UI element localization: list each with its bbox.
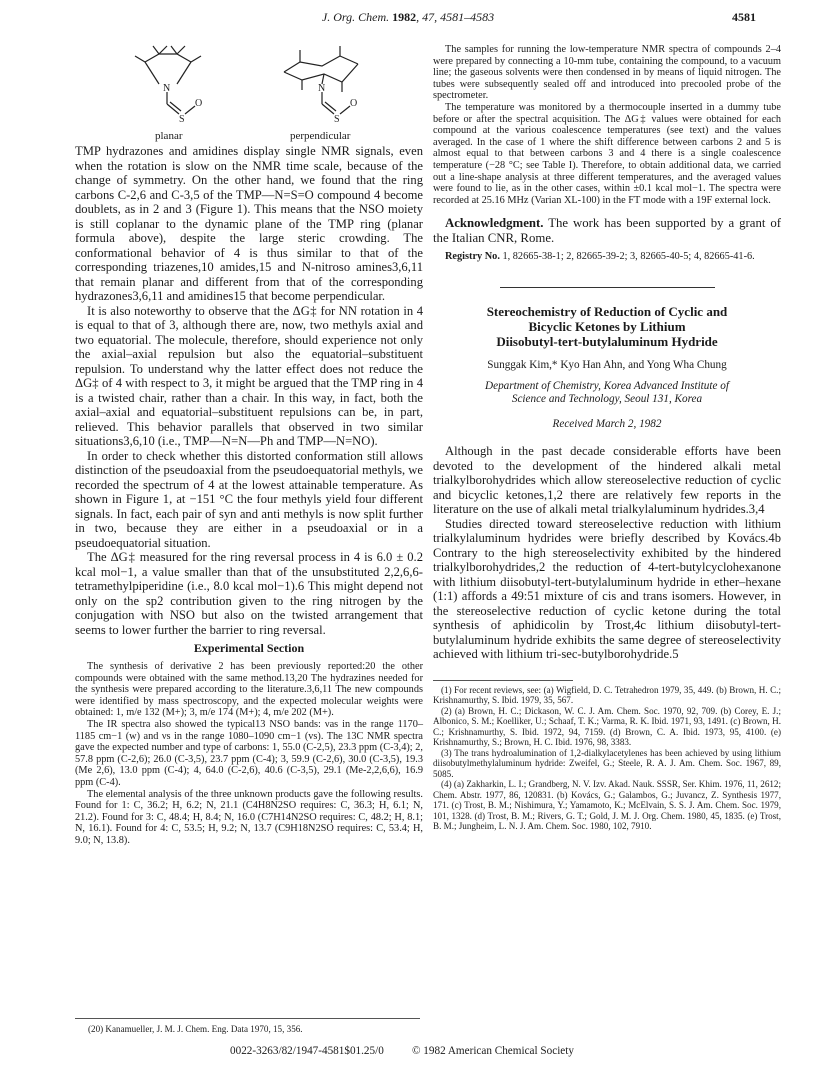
footnote-rule — [433, 680, 573, 681]
footnote-4: (4) (a) Zakharkin, L. I.; Grandberg, N. V. Izv. Akad. Nauk. SSSR, Ser. Khim. 1976, 11, 2612; Chem. Abstr. 1977, 86, 120831. (b) Kovács, G.; Galambos, G.; Juvancz, Z. Synthesis 1977, 171. (c) Trost, B. M.; Nishimura, Y.; Yamamoto, K.; McElvain, S. S. J. Am. Chem. Soc. 1979, 101, 1328. (d) Trost, B. M.; Rivers, G. T.; Gold, J. M. J. Org. Chem. 1980, 45, 1835. (e) Trost, B. M.; Jungheim, L. N. J. Am. Chem. Soc. 1980, 102, 7910. — [433, 779, 781, 832]
footnote-3: (3) The trans hydroalumination of 1,2-dialkylacetylenes has been achieved by using lithium diisobutylmethylaluminum hydride: Zweifel, G.; Steele, R. A. J. Am. Chem. Soc. 1967, 89, 5085. — [433, 747, 781, 779]
caption-perpendicular: perpendicular — [290, 130, 351, 142]
atom-o-label: O — [195, 98, 203, 109]
registry-numbers: Registry No. 1, 82665-38-1; 2, 82665-39-2; 3, 82665-40-5; 4, 82665-41-6. — [445, 251, 755, 263]
paragraph: TMP hydrazones and amidines display single NMR signals, even when the rotation is slow on the NMR time scale, because of the change of symmetry. On the other hand, we found that the ring carbons C-2,6 and C-3,5 of the TMP—N=S=O compound 4 become doublets, as in 2 and 3 (Figure 1). This means that the NSO moiety is still coplanar to the dynamic plane of the TMP ring (planar formula above), despite the large steric crowding. The conformational behavior of 4 is thus similar to that of the corresponding triazenes,10 amides,15 and N-nitroso amines3,6,11 that remain planar and different from that of the corresponding hydrazones3,6,11 and amidines15 that become perpendicular. — [75, 144, 423, 303]
paragraph: Studies directed toward stereoselective reduction with lithium trialkylaluminum hydrides were briefly described by Kovács.4b Contrary to the high stereoselectivity exhibited by the hindered trialkylborohydrides,2 the reduction of 4-tert-butylcyclohexanone with lithium diisobutyl-tert-butylaluminum hydride in ether–hexane (1:1) affords a 49:51 mixture of cis and trans isomers. However, in the stereoselective reduction of cyclic ketone during the total synthesis of aphidicolin by Trost,4c lithium diisobutyl-tert-butylaluminum hydride exhibits the same degree of stereoselectivity achieved with lithium tri-sec-butylborohydride.5 — [433, 516, 781, 662]
footnote-1: (1) For recent reviews, see: (a) Wigfield, D. C. Tetrahedron 1979, 35, 449. (b) Brown, H. C.; Krishnamurthy, S. Ibid. 1979, 35, 567. — [433, 684, 781, 706]
journal-citation: J. Org. Chem. 1982, 47, 4581–4583 — [321, 10, 495, 24]
authors: Sunggak Kim,* Kyo Han Ahn, and Yong Wha Chung — [487, 359, 727, 372]
page-number: 4581 — [732, 10, 756, 24]
footnotes — [433, 685, 781, 832]
paragraph: The samples for running the low-temperature NMR spectra of compounds 2–4 were prepared by connecting a 10-mm tube, containing the compound, to a vacuum line; the gaseous solvents were then condensed in by means of liquid nitrogen. The tubes were subsequently sealed off and introduced into precooled probe of the spectrometer. — [433, 44, 781, 102]
planar-structure — [115, 44, 235, 128]
footnote-2: (2) (a) Brown, H. C.; Dickason, W. C. J. Am. Chem. Soc. 1970, 92, 709. (b) Corey, E. J.; Albonico, S. M.; Koelliker, U.; Schaaf, T. K.; Varma, R. K. Ibid. 1971, 93, 1491. (c) Brown, H. C.; Krishnamurthy, S. Ibid. 1972, 94, 7159. (d) Brown, C. A. Ibid. 1973, 95, 4100. (e) Krishnamurthy, S.; Brown, H. C. Ibid. 1976, 98, 3383. — [433, 705, 781, 748]
paragraph: The IR spectra also showed the typical13 NSO bands: νas in the range 1170–1185 cm−1 (w) and νs in the range 1080–1090 cm−1 (vs). The 13C NMR spectra gave the expected number and type of carbons: 1, 55.0 (C-2,5), 23.3 ppm (C-3,4); 2, 57.8 ppm (C-2,6); 26.0 (C-3,5), 23.7 ppm (C-4); 3, 59.9 (C-2,6), 30.0 (C-3,5), 19.3 (Me 2,6), 13.0 ppm (C-4); 4, 64.0 (C-2,6), 40.6 (C-3,5), 29.1 (Me-2,2,6,6), 16.9 ppm (C-4). — [75, 718, 423, 788]
copyright: © 1982 American Chemical Society — [412, 1045, 574, 1057]
section-heading-experimental: Experimental Section — [193, 641, 305, 655]
atom-n-label: N — [318, 83, 326, 94]
atom-s-label: S — [179, 114, 185, 125]
right-column — [433, 44, 781, 832]
caption-planar: planar — [155, 130, 183, 142]
running-head — [60, 10, 756, 28]
paragraph: It is also noteworthy to observe that the ΔG‡ for NN rotation in 4 is equal to that of 3, although there are, now, two methyls axial and two equatorial. The molecule, therefore, should experience not only the axial–axial repulsion but also the equatorial–substituent repulsion. To understand why the latter effect does not reduce the ΔG‡ of 4 with respect to 3, it might be argued that the TMP ring in 4 is a twisted chair, rather than a chair. In this way, in fact, both the axial–axial and equatorial–substituent repulsions can be, in part, relieved. This behavior parallels that observed in two similar situations3,6,10 (i.e., TMP—N=N—Ph and TMP—N=NO). — [75, 303, 423, 448]
paragraph: In order to check whether this distorted conformation still allows distinction of the pseudoaxial from the pseudoequatorial methyls, we recorded the spectrum of 4 at the lowest attainable temperature. As shown in Figure 1, at −151 °C the four methyls yield four different signals. In fact, each pair of syn and anti methyls is now split further in two, because they are either in a pseudoaxial or in a pseudoequatorial situation. — [75, 448, 423, 550]
atom-n-label: N — [163, 83, 171, 94]
article-code: 0022-3263/82/1947-4581$01.25/0 — [230, 1045, 384, 1057]
structure-figure — [75, 44, 423, 144]
paragraph: The ΔG‡ measured for the ring reversal process in 4 is 6.0 ± 0.2 kcal mol−1, a value smaller than that of the unsubstituted 2,2,6,6-tetramethylpiperidine (i.e., 8.0 kcal mol−1).6 This might depend not only on the sp2 contribution given to the ring nitrogen by the conjugation with NSO but also on the twisted arrangement that seems to lower further the barrier to ring reversal. — [75, 550, 423, 637]
perpendicular-structure — [270, 44, 390, 128]
atom-o-label: O — [350, 98, 358, 109]
acknowledgment: Acknowledgment. The work has been supported by a grant of the Italian CNR, Rome. — [433, 216, 782, 245]
received-date: Received March 2, 1982 — [552, 418, 662, 431]
footnote-rule — [75, 1018, 420, 1019]
paragraph: Although in the past decade considerable efforts have been devoted to the development of the hindered alkali metal trialkylborohydrides which allow stereoselective reduction of cyclic and bicyclic ketones,1,2 there are relatively few reports in the literature on the use of alkali metal trialkylaluminum hydrides.3,4 — [433, 444, 781, 517]
affiliation: Department of Chemistry, Korea Advanced Institute of Science and Technology, Seoul 131, Korea — [485, 380, 729, 406]
paragraph: The synthesis of derivative 2 has been previously reported:20 the other compounds were obtained with the same method.13,20 The hydrazines needed for the synthesis were prepared according to the literature.3,6,11 The new compounds were identified by mass spectroscopy, and the expected molecular weights were obtained: 1, m/e 132 (M+); 3, m/e 174 (M+); 4, m/e 202 (M+). — [75, 661, 423, 719]
article-divider — [500, 287, 715, 288]
atom-s-label: S — [334, 114, 340, 125]
footnote-20: (20) Kanamueller, J. M. J. Chem. Eng. Data 1970, 15, 356. — [88, 1024, 303, 1034]
article-title: Stereochemistry of Reduction of Cyclic and Bicyclic Ketones by Lithium Diisobutyl-tert-butylaluminum Hydride — [486, 304, 728, 350]
left-column — [75, 44, 423, 847]
paragraph: The elemental analysis of the three unknown products gave the following results. Found for 1: C, 36.2; H, 6.2; N, 21.1 (C4H8N2SO requires: C, 36.3; H, 6.1; N, 21.2). Found for 3: C, 48.4; H, 8.4; N, 16.0 (C7H14N2SO requires: C, 48.2; H, 8.1; N, 16.1). Found for 4: C, 53.5; H, 9.2; N, 13.7 (C9H18N2SO requires: C, 53.4; H, 9.0; N, 13.8). — [75, 788, 423, 846]
paragraph: The temperature was monitored by a thermocouple inserted in a dummy tube before or after the spectral acquisition. The ΔG‡ values were obtained for each compound at the various coalescence temperatures (see text) and the values averaged. In the case of 1 where the shift difference between carbons 2 and 5 is almost equal to that between carbons 3 and 4 there is a single coalescence temperature (−28 °C; see Table I). Therefore, to obtain additional data, we carried out a line-shape analysis at three different temperatures, and the averaged values were found to lie, as in the other cases, within ±0.1 kcal mol−1. The spectra were recorded at 25.16 MHz (Varian XL-100) in the FT mode with a 19F external lock. — [433, 101, 781, 206]
